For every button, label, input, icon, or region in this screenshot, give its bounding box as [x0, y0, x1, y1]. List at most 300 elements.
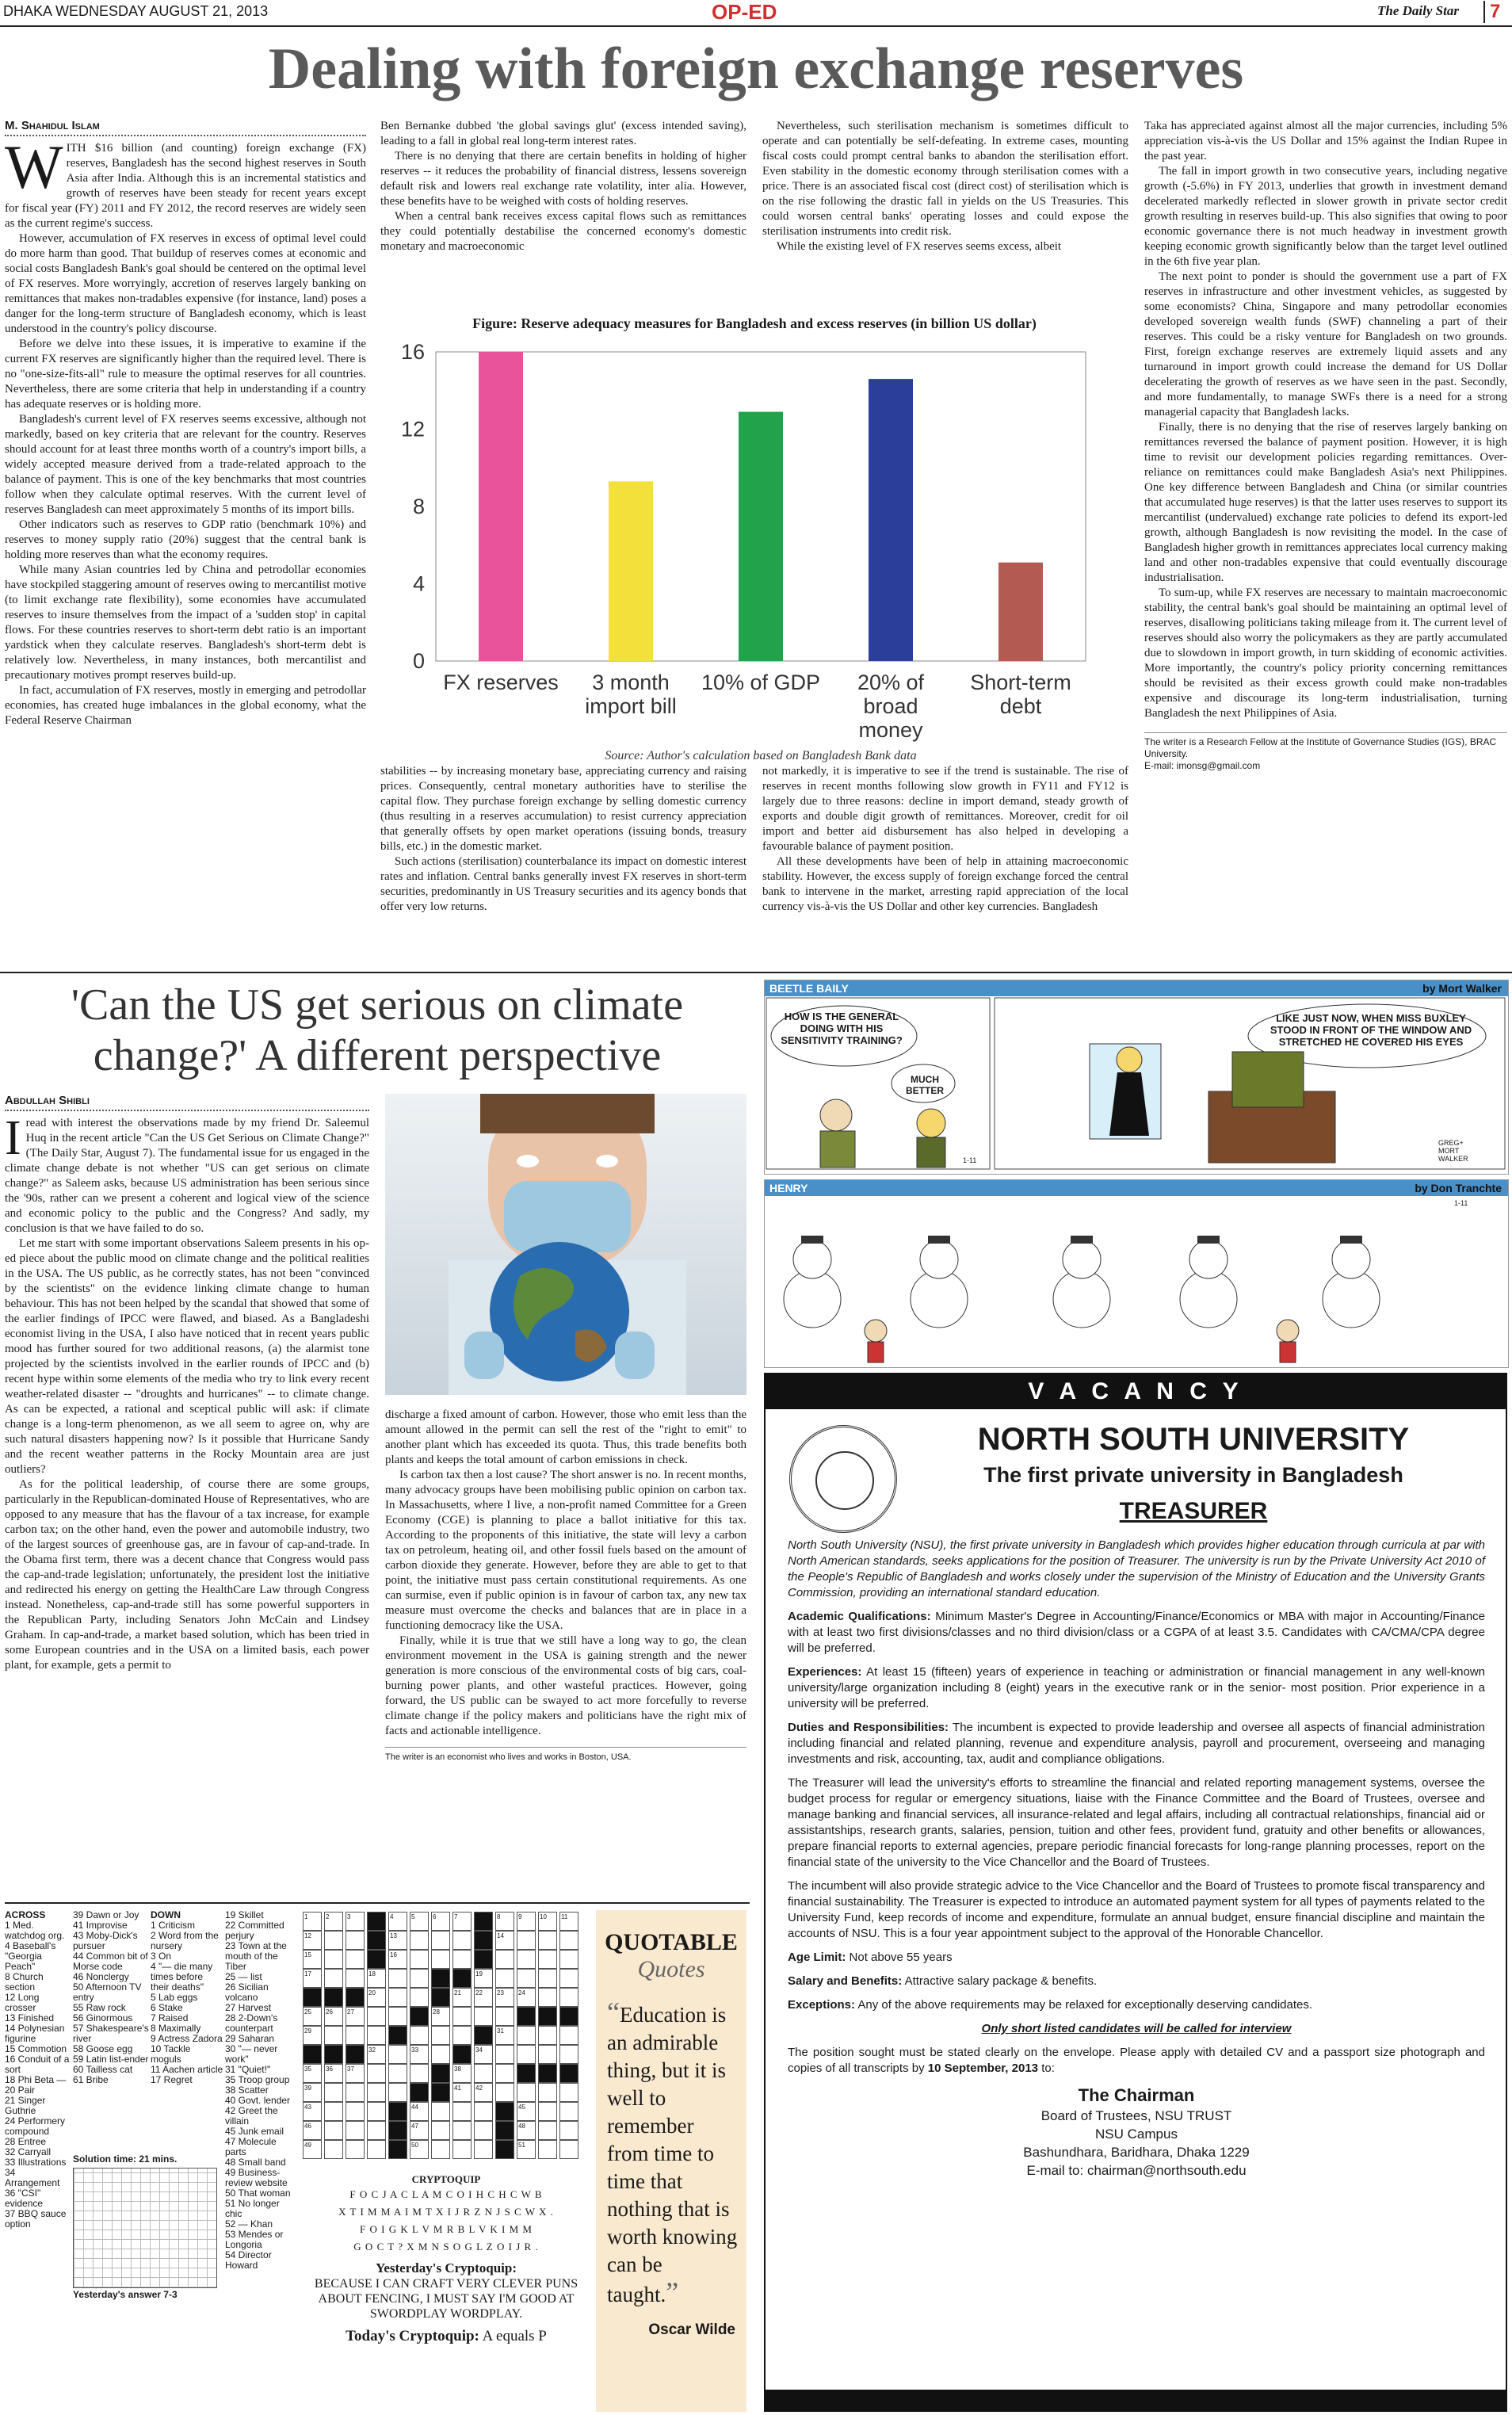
clue: 8 Maximally — [151, 2023, 201, 2034]
answer-grid — [73, 2168, 217, 2288]
grid-cell[interactable] — [410, 1950, 429, 1969]
grid-cell[interactable] — [431, 1950, 450, 1969]
clue: 51 No longer chic — [225, 2198, 280, 2219]
yesterday-cryptoquip-title: Yesterday's Cryptoquip: — [375, 2260, 517, 2276]
black-cell — [367, 1931, 386, 1950]
grid-cell[interactable] — [367, 2007, 386, 2026]
paragraph: Finally, while it is true that we still have a long way to go, the clean environment movement in the USA is gaining strength and the newer generation is more conscious of the environmental costs of big cars, coal-burning power plants, and other wasteful practices. However, going forward, the US public can be swayed to act more forcefully to reverse climate change if the policy makers and politicians have the right mix of facts and actionable intelligence. — [385, 1634, 746, 1737]
grid-cell[interactable] — [538, 2026, 557, 2045]
grid-cell[interactable] — [346, 2140, 365, 2159]
author-email: E-mail: imonsg@gmail.com — [1144, 760, 1261, 771]
grid-cell[interactable] — [474, 2064, 493, 2083]
grid-cell[interactable]: 10 — [538, 1912, 557, 1931]
grid-cell[interactable]: 48 — [517, 2121, 536, 2140]
grid-cell[interactable]: 39 — [303, 2083, 322, 2102]
clue: 49 Business-review website — [225, 2167, 288, 2188]
clue: 2 Word from the nursery — [151, 1930, 219, 1951]
clue: 38 Scatter — [225, 2084, 269, 2096]
grid-cell[interactable] — [538, 2045, 557, 2064]
clue: 33 Illustrations — [5, 2157, 67, 2168]
grid-cell[interactable] — [559, 2026, 578, 2045]
grid-cell[interactable] — [346, 2083, 365, 2102]
cryptoquip — [303, 2173, 590, 2345]
address-line: The Chairman — [1078, 2085, 1195, 2105]
clue: 9 Actress Zadora — [151, 2033, 223, 2044]
grid-cell[interactable]: 15 — [303, 1950, 322, 1969]
bar-4 — [869, 379, 913, 661]
section-divider — [0, 972, 1512, 973]
grid-cell[interactable]: 13 — [388, 1931, 407, 1950]
grid-cell[interactable] — [452, 2026, 472, 2045]
grid-cell[interactable] — [388, 1969, 407, 1988]
clue: 12 Long crosser — [5, 1992, 40, 2013]
grid-cell[interactable] — [538, 2140, 557, 2159]
grid-cell[interactable] — [452, 2121, 472, 2140]
grid-cell[interactable] — [495, 2083, 514, 2102]
grid-cell[interactable] — [346, 2026, 365, 2045]
grid-cell[interactable]: 34 — [474, 2045, 493, 2064]
clue: 21 Singer Guthrie — [5, 2095, 46, 2116]
paragraph: Nevertheless, such sterilisation mechanism is sometimes difficult to operate and can potentially be self-defeating. In extreme cases, mounting fiscal costs could prompt central banks to abandon the sterilisation effort. Even stability in the domestic economy through sterilisation comes with a price. There is an associated fiscal cost (direct cost) of sterilisation which is on the rise following the drastic fall in yields on the US Treasuries. This could worsen central banks' operating losses and could expose the sterilisation instruments into credit risk. — [762, 120, 1128, 238]
black-cell — [346, 2045, 365, 2064]
clue: 19 Skillet — [225, 1909, 264, 1920]
grid-cell[interactable]: 42 — [474, 2083, 493, 2102]
field-text: Any of the above requirements may be relaxed for exceptionally deserving candidates. — [857, 1998, 1313, 2012]
cryptoquip-line: F O I G K L V M R B L V K I M M — [360, 2223, 533, 2235]
grid-cell[interactable]: 4 — [388, 1912, 407, 1931]
grid-cell[interactable]: 46 — [303, 2121, 322, 2140]
grid-cell[interactable] — [538, 2121, 557, 2140]
grid-cell[interactable]: 20 — [367, 1988, 386, 2007]
address-line: Bashundhara, Baridhara, Dhaka 1229 — [1023, 2145, 1250, 2160]
grid-cell[interactable] — [559, 1988, 578, 2007]
grid-cell[interactable]: 24 — [517, 1988, 536, 2007]
paragraph: read with interest the observations made by my friend Dr. Saleemul Huq in the recent article "Can the US Get Serious on Climate Change?" (The Daily Star, August 7). The fundamental issue for us engaged in the climate change debate is not whether "US can get serious on climate change?" as Saleem asks, because US administration has been serious since the '90s, rather can we present a coherent and logical view of the science and economic policy to the public and the Congress? And sadly, my conclusion is that we have failed to do so. — [5, 1117, 369, 1235]
clue: 35 Troop group — [225, 2074, 290, 2085]
clue: 44 Common bit of Morse code — [73, 1951, 148, 1972]
paragraph: As for the political leadership, of course there are some groups, particularly in the Republican-dominated House of Representatives, who are opposed to any measure that has the flavour of a tax increase, for example carbon tax; on the other hand, even the power and automobile industry, two of the largest sources of greenhouse gas, are in favour of cap-and-trade. In the Obama first term, there was a decent chance that Congress would pass the cap-and-trade legislation; unfortunately, the president lost the initiative and redirected his energy on getting the HealthCare Law through Congress instead. Nonetheless, cap-and-trade still has some powerful supporters in the Republican Party, including Senators John McCain and Lindsey Graham. In cap-and-trade, a market based solution, which has been tried in some European countries and in the USA on a limited basis, each power plant, for example, gets a permit to — [5, 1478, 369, 1672]
clue: 1 Criticism — [151, 1920, 195, 1931]
y-tick-label: 12 — [400, 417, 425, 441]
grid-cell[interactable]: 28 — [431, 2007, 450, 2026]
grid-cell[interactable] — [431, 2140, 450, 2159]
paragraph: However, accumulation of FX reserves in excess of optimal level could do more harm than good. That buildup of reserves comes at economic and social costs Bangladesh Bank's goal should be centered on the optimal level of FX reserves. More worryingly, accretion of reserves largely banking on remittances that makes non-tradables expensive (for instance, land) poses a danger for the long-term structure of Bangladesh economy, which is least understood in the country's policy discourse. — [5, 232, 366, 335]
cryptoquip-line: G O C T ? X M N S O G L Z O I J R . — [353, 2241, 539, 2253]
grid-cell[interactable]: 9 — [517, 1912, 536, 1931]
quote-body: Education is an admirable thing, but it is well to remember from time to time that nothing that is worth knowing can be taught. — [607, 2003, 738, 2306]
grid-cell[interactable]: 26 — [324, 2007, 343, 2026]
field-label: Age Limit: — [788, 1951, 846, 1964]
grid-cell[interactable] — [367, 2140, 386, 2159]
paragraph: Other indicators such as reserves to GDP ratio (benchmark 10%) and reserves to money supply ratio (20%) suggest that the central bank is holding more reserves than what the economy requires. — [5, 518, 366, 561]
grid-cell[interactable] — [474, 2140, 493, 2159]
paragraph: The Treasurer will lead the university's efforts to streamline the financial and related reporting management systems, oversee the budget process for regular or emergency situations, liaise with the Finance Committee and the Board of Trustees, oversee and manage banking and financial services, all insurance-related and legal affairs, including all contractual relationships, financial aid or assistantships, research grants, salaries, pension, tuition and other fees, provident fund, gratuity and other benefits or allowances, prepare financial reports to external agencies, prepare periodic financial forecasts for long-range planning processes, report on the financial state of the university to the Vice Chancellor and the Board of Trustees. — [788, 1776, 1485, 1869]
clue: 25 — list — [225, 1971, 262, 1982]
grid-cell[interactable]: 27 — [346, 2007, 365, 2026]
clue: 5 Lab eggs — [151, 1992, 198, 2003]
grid-cell[interactable] — [431, 2045, 450, 2064]
strip-signature: GREG+ MORT WALKER — [1438, 1139, 1468, 1163]
quotable-title: QUOTABLE — [605, 1929, 738, 1955]
paragraph: Is carbon tax then a lost cause? The short answer is no. In recent months, many advocacy groups have been mobilising public opinion on carbon tax. In Massachusetts, where I live, a non-profit named Committee for a Green Economy (CGE) is planning to place a ballot initiative for this tax. According to the proponents of this initiative, the state will levy a carbon tax on petroleum, heating oil, and other fossil fuels based on the amount of carbon dioxide they generate. However, before they are able to get to that point, the initiative must pass certain constitutional requirements. As one can surmise, even if public opinion is in favour of carbon tax, any new tax measure must overcome the checks and balances that are in place in a functioning democracy like the USA. — [385, 1469, 746, 1632]
black-cell — [388, 2102, 407, 2121]
grid-cell[interactable] — [559, 2045, 578, 2064]
grid-cell[interactable]: 38 — [452, 2064, 472, 2083]
today-cryptoquip-hint: A equals P — [482, 2328, 547, 2344]
grid-cell[interactable] — [431, 2102, 450, 2121]
grid-cell[interactable] — [517, 1969, 536, 1988]
black-cell — [517, 2007, 536, 2026]
paragraph: To sum-up, while FX reserves are necessary to maintain macroeconomic stability, the central bank's goal should be maintaining an optimal level of reserves, disallowing politicians taking mileage from it. The current level of reserves should also worry the policymakers as they are partly accumulated due to slowdown in import growth, in turn skidding of economic activities. More importantly, the country's policy priority concerning remittances should be revisited as their excess growth could make non-tradables expensive and discourage its long-term industrialisation, turning Bangladesh the next Philippines of Asia. — [1144, 587, 1507, 720]
grid-cell[interactable]: 5 — [410, 1912, 429, 1931]
article1-col2 — [380, 119, 746, 254]
apply-text: to: — [1041, 2062, 1055, 2075]
black-cell — [517, 2064, 536, 2083]
grid-cell[interactable]: 32 — [367, 2045, 386, 2064]
vacancy-ad — [764, 1373, 1507, 2412]
grid-cell[interactable] — [324, 1969, 343, 1988]
black-cell — [474, 1912, 493, 1931]
grid-cell[interactable] — [538, 2102, 557, 2121]
strip-title: BEETLE BAILY — [769, 982, 849, 995]
strip-title-bar — [765, 980, 1508, 996]
clue: 50 That woman — [225, 2188, 291, 2199]
clue: 54 Director Howard — [225, 2249, 272, 2271]
grid-cell[interactable]: 45 — [517, 2102, 536, 2121]
grid-cell[interactable] — [388, 2007, 407, 2026]
address-line: Board of Trustees, NSU TRUST — [1040, 2108, 1232, 2123]
grid-cell[interactable] — [517, 2026, 536, 2045]
section-title: OP-ED — [712, 0, 777, 24]
grid-cell[interactable] — [346, 1969, 365, 1988]
strip-date: 1-11 — [1454, 1199, 1468, 1207]
grid-cell[interactable] — [346, 1950, 365, 1969]
grid-cell[interactable] — [559, 1969, 578, 1988]
grid-cell[interactable] — [452, 2007, 472, 2026]
grid-cell[interactable] — [431, 2121, 450, 2140]
black-cell — [474, 1950, 493, 1969]
clue: 59 Latin list-ender — [73, 2054, 149, 2065]
field-text: At least 15 (fifteen) years of experience in teaching or administration or financial management in any well-known university/large organization including 8 (eight) years in the executive rank or in the senior- most position. Prior experience in a university will be preferred. — [788, 1665, 1485, 1710]
grid-cell[interactable] — [431, 1931, 450, 1950]
across-clues-2 — [73, 1910, 149, 2085]
grid-cell[interactable] — [324, 2083, 343, 2102]
speech-bubble: MUCH BETTER — [906, 1074, 944, 1096]
grid-cell[interactable]: 50 — [410, 2140, 429, 2159]
university-seal — [789, 1425, 897, 1533]
paragraph: Such actions (sterilisation) counterbalance its impact on domestic interest rates and inflation. Central banks generally invest FX reserves in short-term securities, predominantly in US Treasury securities and its agency bonds that offer very low returns. — [380, 855, 747, 913]
grid-cell[interactable]: 19 — [474, 1969, 493, 1988]
grid-cell[interactable] — [324, 1931, 343, 1950]
across-clues-1 — [5, 1910, 71, 2230]
grid-cell[interactable] — [367, 2064, 386, 2083]
clue: 8 Church section — [5, 1971, 44, 1993]
grid-cell[interactable] — [538, 2083, 557, 2102]
down-clues-2 — [225, 1910, 298, 2271]
grid-cell[interactable] — [538, 1988, 557, 2007]
quote-text — [607, 1999, 739, 2309]
grid-cell[interactable]: 16 — [388, 1950, 407, 1969]
grid-cell[interactable] — [346, 2102, 365, 2121]
grid-cell[interactable]: 3 — [346, 1912, 365, 1931]
page-number: 7 — [1483, 1, 1500, 23]
black-cell — [452, 1969, 472, 1988]
paragraph: Taka has appreciated against almost all the major currencies, including 5% appreciation vis-à-vis the US Dollar and 15% against the Indian Rupee in the past year. — [1144, 120, 1507, 162]
grid-cell[interactable] — [517, 2045, 536, 2064]
grid-cell[interactable] — [495, 2045, 514, 2064]
black-cell — [388, 2121, 407, 2140]
quote-mark-icon: ” — [666, 2276, 679, 2308]
doctor-earth-photo — [385, 1094, 746, 1395]
grid-cell[interactable] — [559, 2121, 578, 2140]
article2-byline: Abdullah Shibli — [5, 1094, 369, 1111]
clue: 36 "CSI" evidence — [5, 2188, 44, 2209]
yesterday-answer — [73, 2154, 222, 2300]
grid-cell[interactable] — [388, 2045, 407, 2064]
bar-2 — [609, 481, 653, 661]
grid-cell[interactable] — [452, 1950, 472, 1969]
grid-cell[interactable]: 43 — [303, 2102, 322, 2121]
dropcap: W — [5, 132, 63, 201]
paper-logo: The Daily Star — [1377, 3, 1459, 18]
grid-cell[interactable] — [410, 2026, 429, 2045]
paragraph: stabilities -- by increasing monetary base, appreciating currency and raising prices. Consequently, central monetary authorities have to sterilise the capital flow. They purchase foreign exchange by selling domestic currency (thus resulting in a reserves accumulation) to resist currency appreciation that generally offsets by open market operations (issuing bonds, treasury bills, etc.) in the domestic market. — [380, 765, 746, 853]
cryptoquip-line: F O C J A C L A M C O I H C H C W B — [349, 2188, 543, 2200]
down-clues-1 — [151, 1910, 223, 2085]
grid-cell[interactable] — [495, 2064, 514, 2083]
paragraph: The incumbent will also provide strategic advice to the Vice Chancellor and the Board of Trustees to promote fiscal transparency and financial sustainability. The Treasurer is expected to introduce an automated payment system for all types of payments related to the University Fund, keep records of income and expenditure, formulate an annual budget, ensure financial discipline and maintain the accounts of NSU. This is a four year appointment subject to the approval of the Honorable Chancellor. — [788, 1879, 1485, 1940]
grid-cell[interactable]: 12 — [303, 1931, 322, 1950]
photo-illustration — [385, 1094, 746, 1395]
grid-cell[interactable] — [495, 1969, 514, 1988]
grid-cell[interactable] — [367, 2121, 386, 2140]
grid-cell[interactable]: 35 — [303, 2064, 322, 2083]
grid-cell[interactable]: 25 — [303, 2007, 322, 2026]
grid-cell[interactable] — [559, 1950, 578, 1969]
field-label: Exceptions: — [788, 1998, 856, 2012]
address-line: NSU Campus — [1095, 2126, 1178, 2142]
grid-cell[interactable]: 44 — [410, 2102, 429, 2121]
clue: 1 Med. watchdog org. — [5, 1920, 65, 1941]
x-tick-label: 20% of broad money — [857, 671, 925, 742]
grid-cell[interactable] — [431, 2026, 450, 2045]
clue: 40 Govt. lender — [225, 2095, 291, 2106]
clue: 30 "— never work" — [225, 2043, 278, 2065]
clue: 3 On — [151, 1951, 172, 1962]
clue: 18 Phi Beta — — [5, 2074, 67, 2085]
bar-3 — [739, 412, 783, 661]
field-label: Academic Qualifications: — [788, 1610, 931, 1623]
y-tick-label: 8 — [412, 495, 425, 518]
clue: 39 Dawn or Joy — [73, 1909, 139, 1920]
grid-cell[interactable]: 7 — [452, 1912, 472, 1931]
field-text: Attractive salary package & benefits. — [904, 1974, 1098, 1988]
university-tagline: The first private university in Bangladesh — [983, 1463, 1403, 1487]
grid-cell[interactable] — [495, 2007, 514, 2026]
cryptoquip-heading: CRYPTOQUIP — [411, 2173, 481, 2185]
article1-byline: M. Shahidul Islam — [5, 119, 366, 136]
grid-cell[interactable] — [346, 1931, 365, 1950]
grid-cell[interactable] — [474, 2121, 493, 2140]
grid-cell[interactable] — [559, 2102, 578, 2121]
grid-cell[interactable] — [410, 1969, 429, 1988]
grid-cell[interactable] — [346, 2121, 365, 2140]
grid-cell[interactable]: 14 — [495, 1931, 514, 1950]
email-link[interactable]: E-mail to: chairman@northsouth.edu — [1026, 2163, 1247, 2178]
strip-title-bar — [765, 1180, 1508, 1196]
today-cryptoquip-label: Today's Cryptoquip: — [346, 2328, 479, 2344]
crossword-grid — [303, 1912, 588, 2165]
grid-cell[interactable]: 51 — [517, 2140, 536, 2159]
paragraph: While many Asian countries led by China and petrodollar economies have stockpiled staggering amount of reserves owing to mercantilist motive (to limit exchange rate flexibility), some economies have accumulated reserves to insure themselves from the impact of a 'sudden stop' in capital flows. For these countries reserves to short-term debt ratio is an important yardstick when they calculate reserves. Bangladesh's short-term debt is relatively low. Nevertheless, in many instances, both mercantilist and precautionary motives prompt reserves build-up. — [5, 564, 366, 682]
clue: 26 Sicilian volcano — [225, 1981, 269, 2003]
paragraph: discharge a fixed amount of carbon. However, those who emit less than the amount allowed in the permit can sell the rest of the "right to emit" to another plant which has exceeded its quota. Thus, this trade benefits both plants and keeps the total amount of carbon emissions in check. — [385, 1408, 746, 1466]
grid-cell[interactable]: 47 — [410, 2121, 429, 2140]
clue: 37 BBQ sauce option — [5, 2208, 67, 2230]
grid-cell[interactable] — [538, 1950, 557, 1969]
grid-cell[interactable] — [367, 2026, 386, 2045]
black-cell — [495, 2140, 514, 2159]
grid-cell[interactable] — [495, 1950, 514, 1969]
grid-cell[interactable] — [388, 1988, 407, 2007]
grid-cell[interactable] — [474, 2007, 493, 2026]
black-cell — [559, 2064, 578, 2083]
grid-cell[interactable] — [517, 2083, 536, 2102]
grid-cell[interactable] — [367, 2083, 386, 2102]
clue: 52 — Khan — [225, 2218, 273, 2230]
article1-col1 — [5, 119, 366, 728]
dateline: DHAKA WEDNESDAY AUGUST 21, 2013 — [3, 3, 269, 19]
article1-col3 — [762, 119, 1128, 254]
black-cell — [346, 1988, 365, 2007]
y-tick-label: 0 — [412, 649, 425, 673]
grid-cell[interactable]: 23 — [495, 1988, 514, 2007]
grid-cell[interactable] — [559, 2140, 578, 2159]
paragraph: When a central bank receives excess capital flows such as remittances they could potentially destabilise the concerned economy's domestic monetary and macroeconomic — [380, 210, 746, 253]
paragraph: While the existing level of FX reserves seems excess, albeit — [777, 240, 1062, 253]
clue: 23 Town at the mouth of the Tiber — [225, 1940, 287, 1972]
black-cell — [324, 1988, 343, 2007]
grid-cell[interactable]: 1 — [303, 1912, 322, 1931]
vacancy-body — [788, 1538, 1485, 2180]
grid-cell[interactable] — [410, 2064, 429, 2083]
grid-cell[interactable]: 2 — [324, 1912, 343, 1931]
grid-cell[interactable]: 11 — [559, 1912, 578, 1931]
black-cell — [559, 2007, 578, 2026]
grid-cell[interactable]: 41 — [452, 2083, 472, 2102]
grid-cell[interactable] — [324, 2102, 343, 2121]
grid-cell[interactable] — [324, 2121, 343, 2140]
headline-line: 'Can the US get serious on climate — [71, 980, 684, 1030]
grid-cell[interactable] — [559, 1931, 578, 1950]
yesterday-cryptoquip-text: BECAUSE I CAN CRAFT VERY CLEVER PUNS ABOUT FENCING, I MUST SAY I'M GOOD AT SWORDPLAY WORDPLAY. — [314, 2277, 578, 2321]
grid-cell[interactable] — [324, 2140, 343, 2159]
clue: 16 Conduit of a sort — [5, 2054, 70, 2075]
chart-title: Figure: Reserve adequacy measures for Bangladesh and excess reserves (in billion US dollar) — [472, 315, 1037, 331]
clue-heading: DOWN — [151, 1909, 181, 1920]
grid-cell[interactable]: 18 — [367, 1969, 386, 1988]
grid-cell[interactable]: 8 — [495, 1912, 514, 1931]
clue: 50 Afternoon TV entry — [73, 1981, 142, 2003]
field-label: Salary and Benefits: — [788, 1974, 903, 1988]
paragraph: Ben Bernanke dubbed 'the global savings glut' (excess intended saving), leading to a fall in global real long-term interest rates. — [380, 120, 746, 147]
grid-cell[interactable] — [388, 2064, 407, 2083]
article1-col1-text — [5, 132, 366, 728]
y-tick-label: 4 — [412, 571, 425, 596]
grid-cell[interactable] — [410, 1988, 429, 2007]
black-cell — [431, 1969, 450, 1988]
grid-cell[interactable] — [538, 1931, 557, 1950]
clue: 28 Entree — [5, 2136, 47, 2147]
answer-label: Yesterday's answer — [73, 2289, 161, 2300]
x-tick-label: FX reserves — [443, 671, 559, 694]
clue: 31 "Quiet!" — [225, 2064, 271, 2075]
grid-cell[interactable] — [452, 2102, 472, 2121]
grid-cell[interactable]: 36 — [324, 2064, 343, 2083]
headline-line: change?' A different perspective — [93, 1031, 662, 1080]
grid-cell[interactable] — [388, 2083, 407, 2102]
grid-cell[interactable]: 17 — [303, 1969, 322, 1988]
clue: 29 Saharan — [225, 2033, 275, 2044]
grid-cell[interactable]: 37 — [346, 2064, 365, 2083]
paragraph: ITH $16 billion (and counting) foreign exchange (FX) reserves, Bangladesh has the second highest reserves in South Asia after India. Although this is an incremental statistics and growth of reserves have been steady for recent years except for fiscal year (FY) 2011 and FY 2012, the record reserves are widely seen as the current regime's success. — [5, 142, 366, 230]
grid-cell[interactable] — [559, 2083, 578, 2102]
grid-cell[interactable]: 29 — [303, 2026, 322, 2045]
x-tick-label: 3 month import bill — [585, 671, 677, 718]
grid-cell[interactable] — [538, 1969, 557, 1988]
grid-cell[interactable]: 21 — [452, 1988, 472, 2007]
clue: 13 Finished — [5, 2012, 55, 2023]
x-tick-label: Short-term debt — [970, 671, 1071, 718]
field-text: Minimum Master's Degree in Accounting/Finance/Economics or MBA with major in Accounting/Finance with at least two first divisions/classes and no third division/class or a CGPA of at least 3.5. Candidates with CA/CMA/CPA degree will be preferred. — [788, 1610, 1486, 1655]
black-cell — [410, 2083, 429, 2102]
cryptoquip-line: X T I M M A I M T X I J R Z N J S C W X . — [338, 2206, 554, 2218]
henry-strip — [764, 1179, 1509, 1368]
clue: 47 Molecule parts — [225, 2136, 277, 2157]
black-cell — [388, 2026, 407, 2045]
article1-col3b — [762, 764, 1128, 915]
clue: 14 Polynesian figurine — [5, 2023, 65, 2044]
grid-cell[interactable] — [324, 2026, 343, 2045]
paragraph: Before we delve into these issues, it is imperative to examine if the current FX reserves are significantly higher than the required level. There is no "one-size-fits-all" rule to measure the optimal reserves for all countries. Nevertheless, there are some criteria that help in understanding if a country has adequate reserves or is holding more. — [5, 338, 366, 411]
grid-cell[interactable] — [324, 1950, 343, 1969]
grid-cell[interactable]: 6 — [431, 1912, 450, 1931]
clue: 48 Small band — [225, 2157, 286, 2168]
grid-cell[interactable]: 49 — [303, 2140, 322, 2159]
grid-cell[interactable] — [452, 1931, 472, 1950]
beetle-bailey-strip — [764, 980, 1509, 1175]
quote-author: Oscar Wilde — [648, 2321, 735, 2338]
field-label: Experiences: — [788, 1665, 862, 1679]
clue: 10 Tackle moguls — [151, 2043, 191, 2065]
clue: 4 "— die many times before their deaths" — [151, 1961, 213, 1993]
black-cell — [303, 1988, 322, 2007]
paragraph: There is no denying that there are certain benefits in holding of higher reserves -- it reduces the probability of financial distress, lessens sovereign default risk and lowers real exchange rate volatility, inter alia. However, these benefits have to be weighed with costs of holding reserves. — [380, 150, 746, 208]
grid-cell[interactable] — [474, 2102, 493, 2121]
clue: 7 Raised — [151, 2012, 189, 2023]
grid-cell[interactable]: 33 — [410, 2045, 429, 2064]
grid-cell[interactable] — [410, 1931, 429, 1950]
grid-cell[interactable] — [367, 2102, 386, 2121]
grid-cell[interactable]: 22 — [474, 1988, 493, 2007]
black-cell — [303, 2045, 322, 2064]
grid-cell[interactable] — [452, 2140, 472, 2159]
clue: 53 Mendes or Longoria — [225, 2229, 284, 2250]
grid-cell[interactable] — [517, 1931, 536, 1950]
grid-cell[interactable] — [517, 1950, 536, 1969]
grid-cell[interactable]: 31 — [495, 2026, 514, 2045]
article2-col1 — [5, 1094, 369, 1673]
